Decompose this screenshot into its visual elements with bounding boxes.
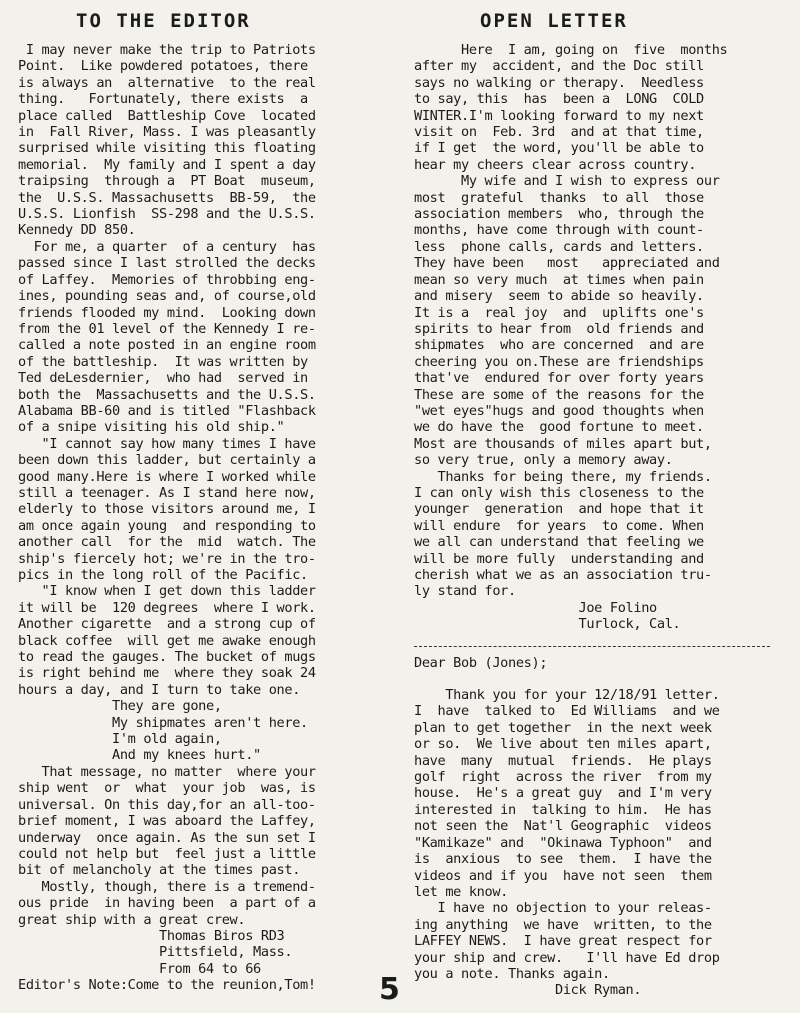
text-line: These are some of the reasons for the [414, 386, 704, 403]
text-line: association members who, through the [414, 206, 704, 223]
to-the-editor-body [18, 42, 390, 928]
text-line: golf right across the river from my [414, 769, 712, 786]
text-line: another call for the mid watch. The [18, 534, 316, 551]
text-line: great ship with a great crew. [18, 911, 246, 928]
text-line: of a snipe visiting his old ship." [18, 419, 285, 436]
text-line: that've endured for over forty years [414, 370, 704, 387]
text-line: is right behind me where they soak 24 [18, 665, 316, 682]
text-line: not seen the Nat'l Geographic videos [414, 818, 712, 835]
text-line: "Kamikaze" and "Okinawa Typhoon" and [414, 834, 712, 851]
text-line: you a note. Thanks again. [414, 965, 610, 982]
text-line: ines, pounding seas and, of course,old [18, 288, 316, 305]
text-line: to say, this has been a LONG COLD [414, 91, 704, 108]
text-line: Mostly, though, there is a tremend- [18, 878, 316, 895]
signature-line: Thomas Biros RD3 [18, 927, 285, 944]
text-line: from the 01 level of the Kennedy I re- [18, 320, 316, 337]
text-line: mean so very much at times when pain [414, 271, 704, 288]
text-line: They are gone, [18, 698, 222, 715]
text-line: Alabama BB-60 and is titled "Flashback [18, 402, 316, 419]
text-line: And my knees hurt." [18, 747, 261, 764]
text-line: plan to get together in the next week [414, 719, 712, 736]
text-line: bit of melancholy at the times past. [18, 862, 301, 879]
dick-ryman-letter-body [414, 687, 784, 982]
editor-note: Editor's Note:Come to the reunion,Tom! [18, 977, 316, 994]
text-line: most grateful thanks to all those [414, 189, 704, 206]
text-line: elderly to those visitors around me, I [18, 501, 316, 518]
text-line: "I cannot say how many times I have [18, 435, 316, 452]
text-line: friends flooded my mind. Looking down [18, 304, 316, 321]
text-line: ship's fiercely hot; we're in the tro- [18, 550, 316, 567]
text-line: am once again young and responding to [18, 517, 316, 534]
open-letter-column [414, 42, 784, 999]
signature-line: From 64 to 66 [18, 960, 261, 977]
text-line: cherish what we as an association tru- [414, 567, 712, 583]
to-the-editor-heading: TO THE EDITOR [76, 10, 251, 32]
text-line: My shipmates aren't here. [18, 714, 308, 731]
text-line: after my accident, and the Doc still [414, 58, 704, 75]
text-line: is anxious to see them. I have the [414, 851, 712, 868]
text-line: your ship and crew. I'll have Ed drop [414, 949, 720, 966]
text-line: For me, a quarter of a century has [18, 238, 316, 255]
blank-line [414, 671, 784, 687]
text-line: "wet eyes"hugs and good thoughts when [414, 402, 704, 419]
text-line: is always an alternative to the real [18, 74, 316, 91]
text-line: if I get the word, you'll be able to [414, 140, 704, 157]
text-line: good many.Here is where I worked while [18, 468, 316, 485]
text-line: the U.S.S. Massachusetts BB-59, the [18, 189, 316, 206]
text-line: spirits to hear from old friends and [414, 320, 704, 337]
text-line: Thanks for being there, my friends. [414, 468, 712, 485]
text-line: ly stand for. [414, 583, 516, 600]
text-line: They have been most appreciated and [414, 255, 720, 272]
dashed-divider [414, 635, 770, 647]
text-line: younger generation and hope that it [414, 501, 704, 518]
text-line: says no walking or therapy. Needless [414, 74, 704, 91]
text-line: "I know when I get down this ladder [18, 583, 316, 600]
text-line: Here I am, going on five months [414, 42, 728, 58]
signature-line: Joe Folino [414, 599, 657, 616]
text-line: or so. We live about ten miles apart, [414, 736, 712, 753]
text-line: brief moment, I was aboard the Laffey, [18, 813, 316, 830]
text-line: universal. On this day,for an all-too- [18, 796, 316, 813]
text-line: Thank you for your 12/18/91 letter. [414, 687, 720, 704]
signature-line: Turlock, Cal. [414, 616, 681, 633]
text-line: have many mutual friends. He plays [414, 752, 712, 769]
text-line: black coffee will get me awake enough [18, 632, 316, 649]
text-line: months, have come through with count- [414, 222, 704, 239]
open-letter-body [414, 42, 784, 600]
text-line: so very true, only a memory away. [414, 452, 673, 469]
text-line: both the Massachusetts and the U.S.S. [18, 386, 316, 403]
text-line: U.S.S. Lionfish SS-298 and the U.S.S. [18, 206, 316, 223]
text-line: of Laffey. Memories of throbbing eng- [18, 271, 316, 288]
text-line: cheering you on.These are friendships [414, 353, 704, 370]
text-line: called a note posted in an engine room [18, 337, 316, 354]
dear-bob-salutation: Dear Bob (Jones); [414, 654, 548, 671]
text-line: will endure for years to come. When [414, 517, 704, 534]
text-line: I'm old again, [18, 731, 222, 748]
text-line: LAFFEY NEWS. I have great respect for [414, 933, 712, 950]
text-line: hours a day, and I turn to take one. [18, 681, 301, 698]
to-the-editor-column [18, 42, 390, 994]
text-line: less phone calls, cards and letters. [414, 238, 704, 255]
dick-ryman-closing: Dick Ryman. [414, 982, 642, 999]
text-line: been down this ladder, but certainly a [18, 452, 316, 469]
signature-line: Pittsfield, Mass. [18, 944, 293, 961]
text-line: pics in the long roll of the Pacific. [18, 567, 308, 583]
text-line: surprised while visiting this floating [18, 140, 316, 157]
text-line: will be more fully understanding and [414, 550, 704, 567]
text-line: ship went or what your job was, is [18, 780, 316, 797]
text-line: Another cigarette and a strong cup of [18, 616, 316, 633]
text-line: passed since I last strolled the decks [18, 255, 316, 272]
text-line: Kennedy DD 850. [18, 222, 136, 239]
text-line: let me know. [414, 883, 509, 900]
text-line: visit on Feb. 3rd and at that time, [414, 124, 704, 141]
text-line: ous pride in having been a part of a [18, 895, 316, 912]
text-line: It is a real joy and uplifts one's [414, 304, 704, 321]
joe-folino-signature [414, 600, 784, 633]
text-line: I have no objection to your releas- [414, 900, 712, 917]
text-line: videos and if you have not seen them [414, 867, 712, 884]
text-line: Most are thousands of miles apart but, [414, 435, 712, 452]
text-line: I may never make the trip to Patriots [18, 42, 316, 58]
text-line: we all can understand that feeling we [414, 534, 704, 551]
text-line: shipmates who are concerned and are [414, 337, 704, 354]
text-line: we do have the good fortune to meet. [414, 419, 704, 436]
text-line: underway once again. As the sun set I [18, 829, 316, 846]
text-line: to read the gauges. The bucket of mugs [18, 649, 316, 666]
text-line: memorial. My family and I spent a day [18, 156, 316, 173]
text-line: in Fall River, Mass. I was pleasantly [18, 124, 316, 141]
text-line: of the battleship. It was written by [18, 353, 308, 370]
text-line: still a teenager. As I stand here now, [18, 484, 316, 501]
text-line: WINTER.I'm looking forward to my next [414, 107, 704, 124]
text-line: I can only wish this closeness to the [414, 484, 704, 501]
text-line: traipsing through a PT Boat museum, [18, 173, 316, 190]
text-line: place called Battleship Cove located [18, 107, 316, 124]
text-line: Point. Like powdered potatoes, there [18, 58, 308, 75]
text-line: house. He's a great guy and I'm very [414, 785, 712, 802]
text-line: thing. Fortunately, there exists a [18, 91, 308, 108]
text-line: it will be 120 degrees where I work. [18, 599, 316, 616]
text-line: Ted deLesdernier, who had served in [18, 370, 308, 387]
text-line: ing anything we have written, to the [414, 916, 712, 933]
text-line: That message, no matter where your [18, 763, 316, 780]
open-letter-heading: OPEN LETTER [480, 10, 628, 32]
text-line: and misery seem to abide so heavily. [414, 288, 704, 305]
text-line: I have talked to Ed Williams and we [414, 703, 720, 720]
text-line: hear my cheers clear across country. [414, 156, 697, 173]
text-line: could not help but feel just a little [18, 845, 316, 862]
thomas-biros-signature [18, 928, 390, 977]
text-line: My wife and I wish to express our [414, 173, 720, 190]
page-number: 5 [379, 972, 400, 1007]
text-line: interested in talking to him. He has [414, 801, 712, 818]
